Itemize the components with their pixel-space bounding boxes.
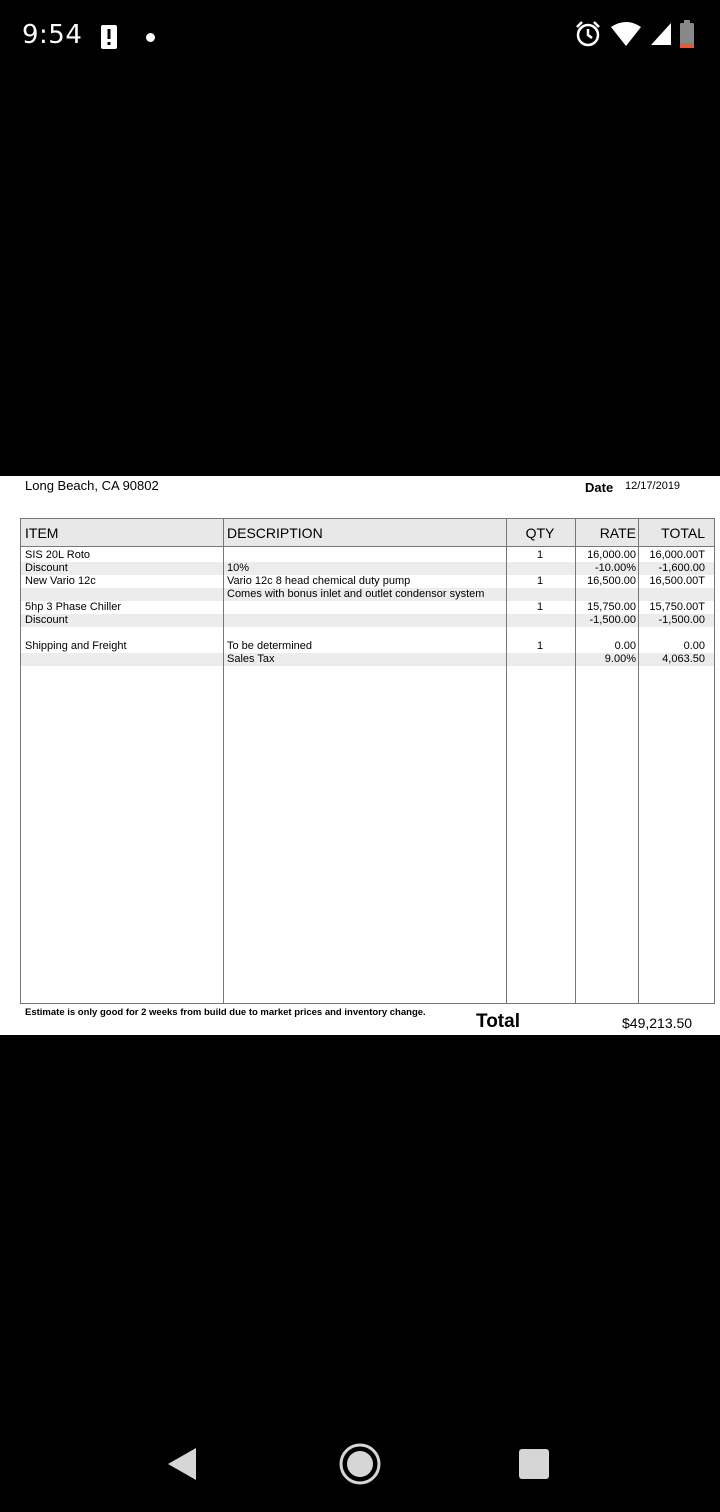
table-row xyxy=(21,640,714,653)
cell-item: Discount xyxy=(25,614,68,626)
status-bar xyxy=(0,0,720,72)
total-value: $49,213.50 xyxy=(622,1015,693,1031)
cell-total: 0.00 xyxy=(683,640,705,652)
cell-rate: 16,500.00 xyxy=(587,575,636,587)
date-value: 12/17/2019 xyxy=(625,480,681,492)
cell-qty: 1 xyxy=(536,549,544,561)
cell-total: 15,750.00T xyxy=(649,601,705,613)
cell-rate: 9.00% xyxy=(604,653,636,665)
cell-total: 16,500.00T xyxy=(649,575,705,587)
cell-description: To be determined xyxy=(227,640,312,652)
cell-item: Discount xyxy=(25,562,68,574)
column-header-qty: QTY xyxy=(525,525,555,541)
column-header-item: ITEM xyxy=(25,525,59,541)
column-divider xyxy=(506,519,507,1003)
recents-icon[interactable] xyxy=(519,1449,549,1479)
cell-qty: 1 xyxy=(536,575,544,587)
cell-rate: 0.00 xyxy=(614,640,636,652)
table-row xyxy=(21,588,714,601)
line-items-table xyxy=(20,518,715,1004)
cell-rate: 15,750.00 xyxy=(587,601,636,613)
cell-rate: -10.00% xyxy=(595,562,636,574)
cell-rate: 16,000.00 xyxy=(587,549,636,561)
cell-rate: -1,500.00 xyxy=(589,614,636,626)
status-icons xyxy=(574,20,694,48)
cell-item: New Vario 12c xyxy=(25,575,96,587)
status-time: 9:54 xyxy=(22,20,83,50)
column-header-total: TOTAL xyxy=(661,525,705,541)
alarm-icon xyxy=(574,20,602,48)
navigation-bar xyxy=(0,1424,720,1512)
alert-icon xyxy=(100,24,118,50)
cell-total: -1,500.00 xyxy=(658,614,705,626)
table-row xyxy=(21,614,714,627)
column-header-description: DESCRIPTION xyxy=(227,525,323,541)
column-divider xyxy=(638,519,639,1003)
cell-item: SIS 20L Roto xyxy=(25,549,91,561)
table-row xyxy=(21,601,714,614)
cell-item: 5hp 3 Phase Chiller xyxy=(25,601,122,613)
cell-description: Comes with bonus inlet and outlet condensor system xyxy=(227,588,485,600)
estimate-validity-note: Estimate is only good for 2 weeks from build due to market prices and inventory change. xyxy=(25,1007,426,1018)
table-row xyxy=(21,653,714,666)
estimate-document[interactable] xyxy=(0,476,720,1035)
cell-signal-icon xyxy=(650,22,672,46)
back-icon[interactable] xyxy=(166,1446,198,1482)
cell-item: Shipping and Freight xyxy=(25,640,127,652)
address: Long Beach, CA 90802 xyxy=(25,478,159,493)
cell-description: 10% xyxy=(227,562,250,574)
wifi-icon xyxy=(610,21,642,47)
total-label: Total xyxy=(476,1011,520,1032)
column-header-rate: RATE xyxy=(599,525,636,541)
cell-qty: 1 xyxy=(536,640,544,652)
cell-qty: 1 xyxy=(536,601,544,613)
cell-total: 4,063.50 xyxy=(662,653,705,665)
notification-dot-icon xyxy=(146,33,155,42)
cell-description: Sales Tax xyxy=(227,653,275,665)
spacer-row xyxy=(21,627,714,640)
column-divider xyxy=(223,519,224,1003)
date-label: Date xyxy=(585,480,614,495)
table-row xyxy=(21,562,714,575)
battery-icon xyxy=(680,20,694,48)
home-icon[interactable] xyxy=(338,1442,382,1486)
cell-total: -1,600.00 xyxy=(658,562,705,574)
cell-total: 16,000.00T xyxy=(649,549,705,561)
table-row xyxy=(21,575,714,588)
cell-description: Vario 12c 8 head chemical duty pump xyxy=(227,575,411,587)
column-divider xyxy=(575,519,576,1003)
table-row xyxy=(21,549,714,562)
table-header xyxy=(21,519,714,547)
